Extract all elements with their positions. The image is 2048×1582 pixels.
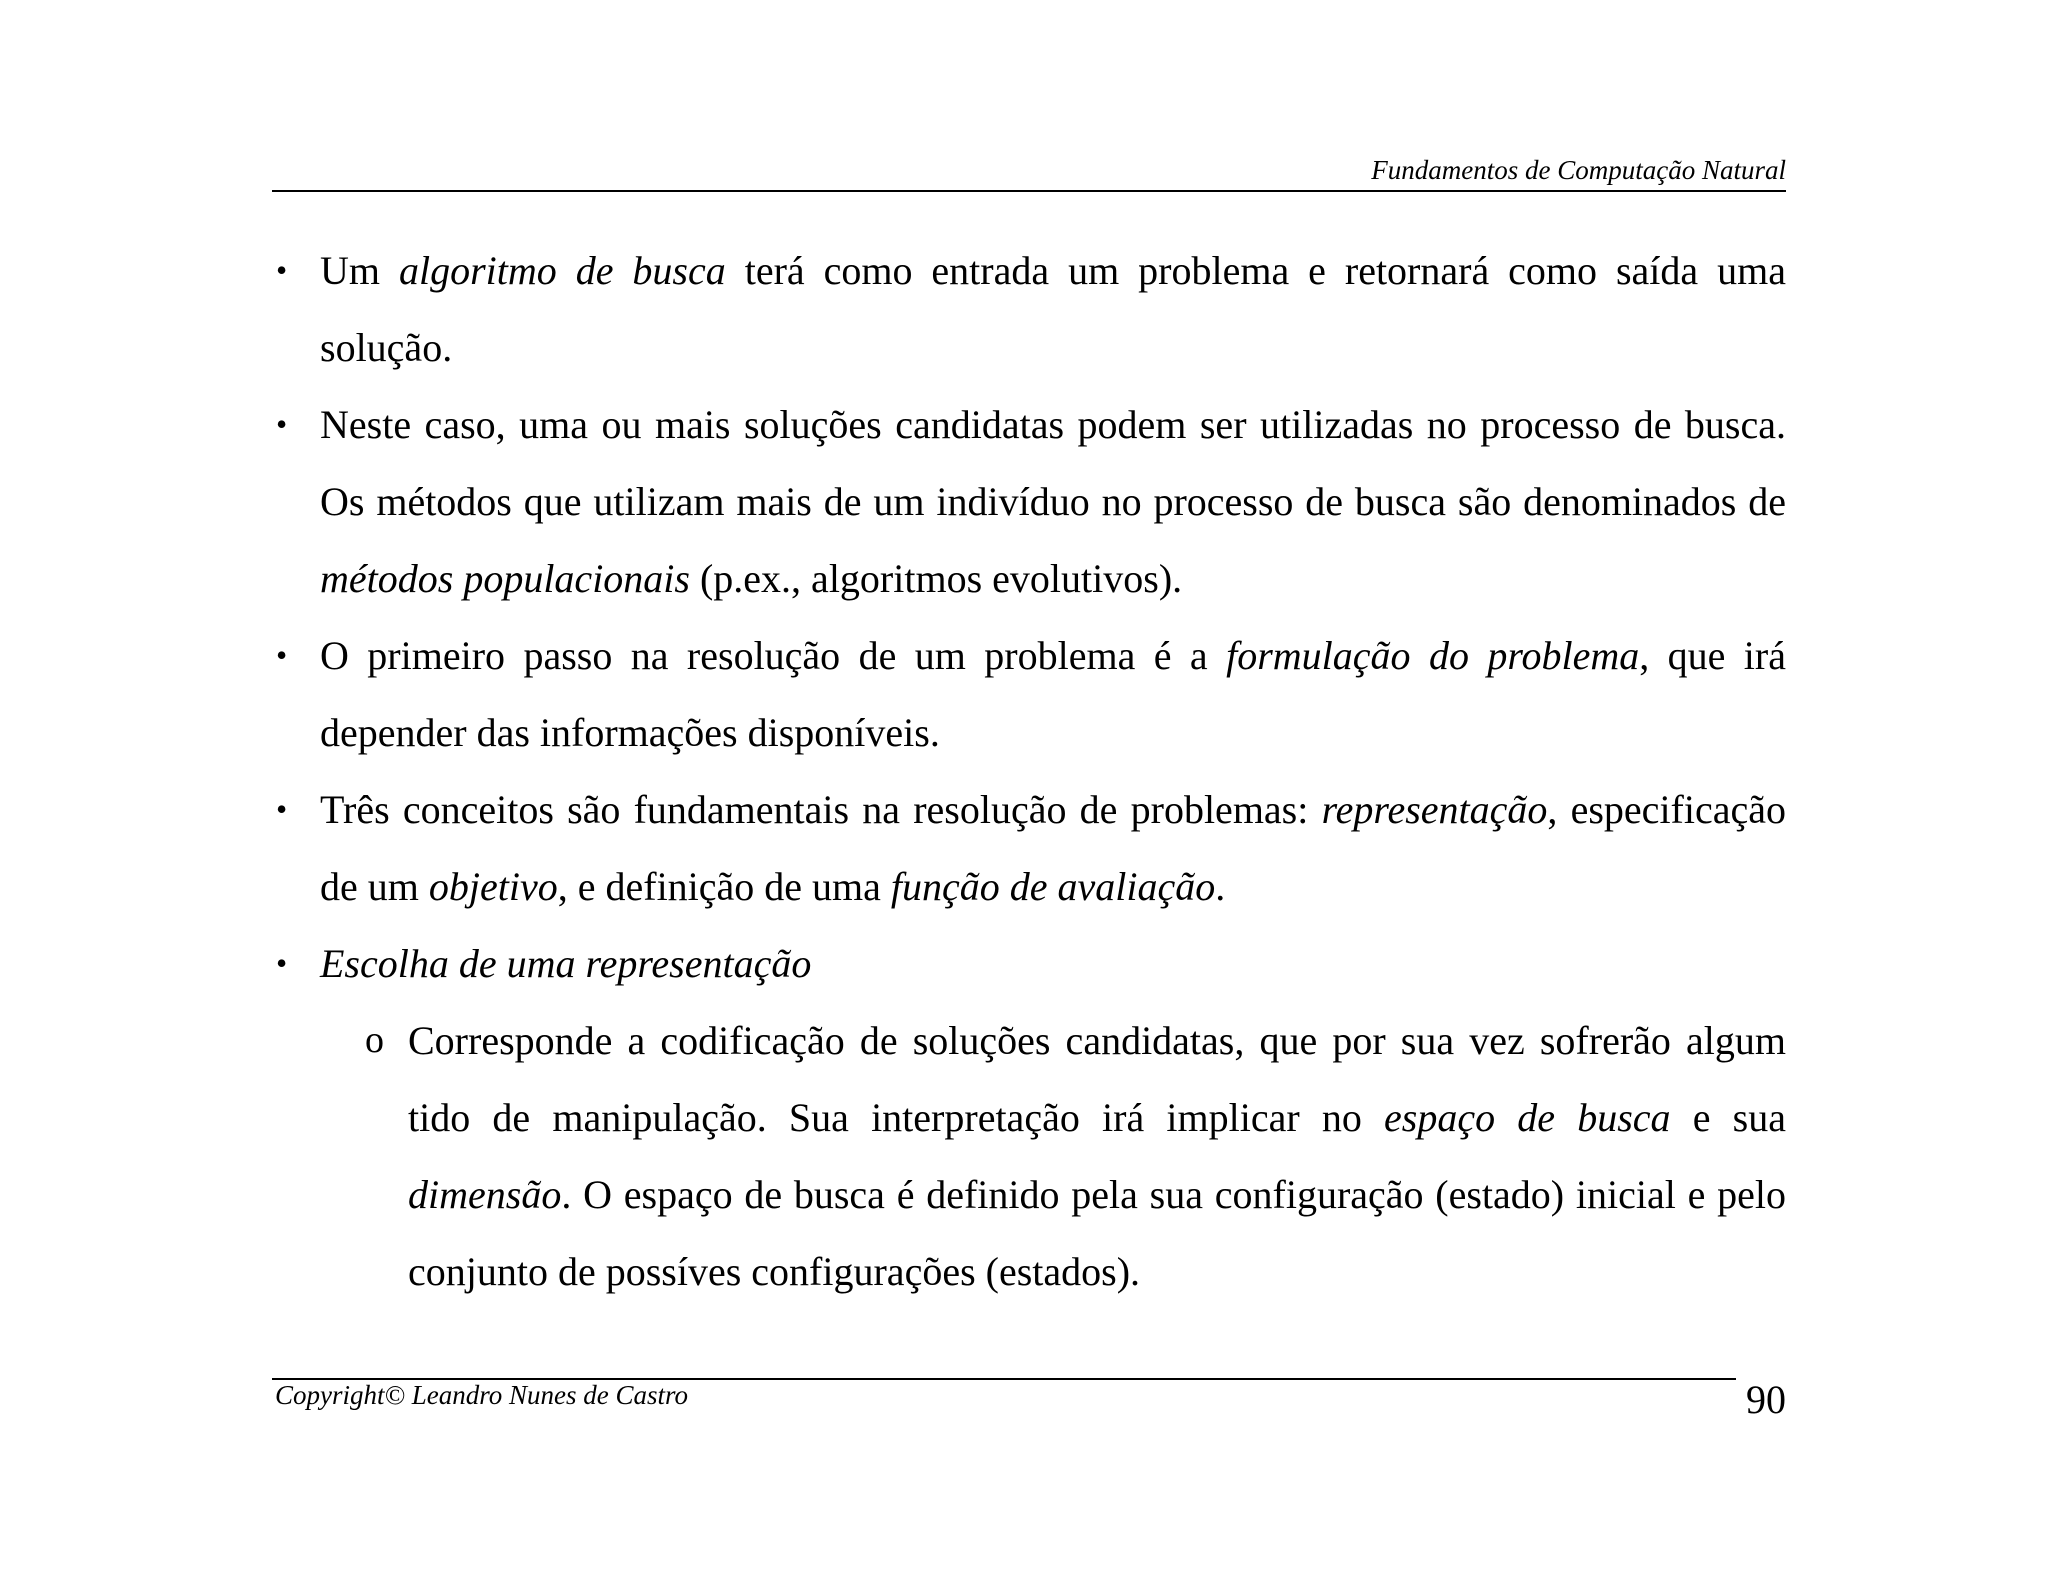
text-segment: . bbox=[1215, 864, 1226, 909]
text-segment: , que irá depender das informações disponíveis. bbox=[320, 633, 1786, 755]
bullet-marker: • bbox=[276, 637, 288, 673]
header-divider bbox=[272, 190, 1786, 192]
text-segment: . O espaço de busca é definido pela sua configuração (estado) inicial e pelo conjunto de possíves configurações (estados). bbox=[408, 1172, 1786, 1294]
emphasis-term: algoritmo de busca bbox=[398, 248, 726, 293]
text-segment: Um bbox=[320, 248, 399, 293]
text-segment: terá como entrada um problema e retornará como saída uma solução. bbox=[320, 248, 1787, 370]
sub-bullet-item-encoding bbox=[272, 1002, 1786, 1310]
bullet-marker: • bbox=[276, 791, 288, 827]
bullet-item-problem-formulation bbox=[272, 617, 1786, 771]
running-header-title: Fundamentos de Computação Natural bbox=[1371, 155, 1786, 185]
bullet-list bbox=[272, 232, 1786, 1310]
text-segment: O primeiro passo na resolução de um problema é a bbox=[320, 633, 1227, 678]
text-segment: e sua bbox=[1670, 1095, 1786, 1140]
bullet-item-population-methods bbox=[272, 386, 1786, 617]
text-segment: , e definição de uma bbox=[557, 864, 891, 909]
text-segment: , especificação de um bbox=[320, 787, 1787, 909]
footer-copyright: Copyright© Leandro Nunes de Castro bbox=[275, 1380, 689, 1410]
emphasis-term: espaço de busca bbox=[1384, 1095, 1671, 1140]
bullet-marker: • bbox=[276, 406, 288, 442]
sub-bullet-marker: o bbox=[365, 1019, 384, 1061]
bullet-item-search-algorithm bbox=[272, 232, 1786, 386]
bullet-item-representation-choice bbox=[272, 925, 1786, 1002]
text-segment: Neste caso, uma ou mais soluções candidatas podem ser utilizadas no processo de busca. Os métodos que utilizam mais de um indivíduo no processo de busca são denominados de bbox=[320, 402, 1786, 524]
bullet-item-three-concepts bbox=[272, 771, 1786, 925]
page-number: 90 bbox=[1746, 1377, 1786, 1422]
text-segment: (p.ex., algoritmos evolutivos). bbox=[689, 556, 1183, 601]
emphasis-term: função de avaliação bbox=[890, 864, 1216, 909]
text-segment: Três conceitos são fundamentais na resolução de problemas: bbox=[320, 787, 1322, 832]
emphasis-term: dimensão bbox=[408, 1172, 562, 1217]
bullet-marker: • bbox=[276, 945, 288, 981]
emphasis-term: formulação do problema bbox=[1226, 633, 1640, 678]
emphasis-term: representação bbox=[1321, 787, 1548, 832]
text-segment: Corresponde a codificação de soluções candidatas, que por sua vez sofrerão algum tido de manipulação. Sua interpretação irá implicar no bbox=[408, 1018, 1786, 1140]
bullet-marker: • bbox=[276, 252, 288, 288]
emphasis-term: objetivo bbox=[428, 864, 558, 909]
emphasis-term: métodos populacionais bbox=[320, 556, 690, 601]
emphasis-term: Escolha de uma representação bbox=[320, 941, 812, 986]
